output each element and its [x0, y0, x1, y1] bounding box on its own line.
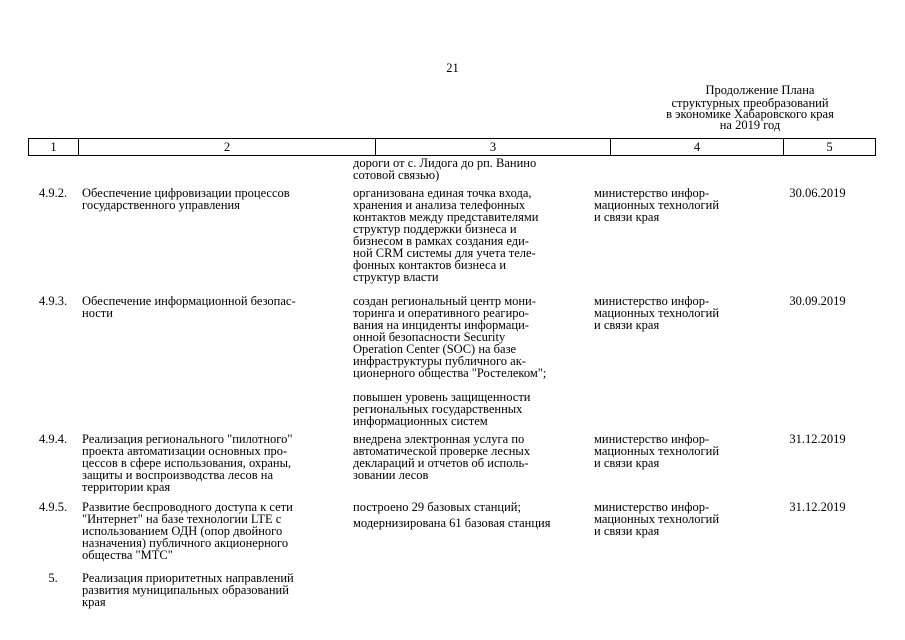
subtitle-line: в экономике Хабаровского края: [666, 107, 834, 121]
row-title: [82, 572, 347, 608]
text-line: назначения) публичного акционерного: [82, 536, 289, 550]
subtitle-line: на 2019 год: [719, 118, 781, 132]
text-line: края: [82, 595, 106, 609]
text-line: министерство инфор-: [594, 500, 710, 514]
text-line: построено 29 базовых станций;: [353, 500, 521, 514]
text-line: Развитие беспроводного доступа к сети: [82, 500, 293, 514]
text-line: фонных контактов бизнеса и: [353, 258, 507, 272]
row-responsible: [594, 187, 754, 223]
text-line: министерство инфор-: [594, 294, 710, 308]
row-title: [82, 501, 347, 561]
row-result: [353, 295, 589, 379]
row-result: [353, 433, 589, 481]
row-result: [353, 187, 589, 283]
row-title: [82, 433, 347, 493]
text-line: структур власти: [353, 270, 439, 284]
row-responsible: [594, 433, 754, 469]
text-line: защиты и воспроизводства лесов на: [82, 468, 273, 482]
header-col-4: 4: [611, 139, 784, 155]
text-line: ционерного общества "Ростелеком";: [353, 366, 547, 380]
continuation-title: Продолжение Плана: [705, 83, 815, 97]
row-result-second: [353, 517, 589, 529]
text-line: мационных технологий: [594, 444, 720, 458]
text-line: Реализация регионального "пилотного": [82, 432, 293, 446]
row-date: 30.09.2019: [789, 294, 846, 308]
text-line: мационных технологий: [594, 198, 720, 212]
text-line: дороги от с. Лидога до рп. Ванино: [353, 156, 537, 170]
row-responsible: [594, 295, 754, 331]
text-line: Operation Center (SOC) на базе: [353, 342, 517, 356]
page-number: 21: [446, 61, 459, 75]
text-line: инфраструктуры публичного ак-: [353, 354, 526, 368]
text-line: Обеспечение цифровизации процессов: [82, 186, 290, 200]
text-line: мационных технологий: [594, 512, 720, 526]
text-line: автоматической проверке лесных: [353, 444, 531, 458]
text-line: хранения и анализа телефонных: [353, 198, 526, 212]
text-line: онной безопасности Security: [353, 330, 506, 344]
text-line: министерство инфор-: [594, 432, 710, 446]
carryover-text: [353, 157, 589, 181]
text-line: ной CRM системы для учета теле-: [353, 246, 536, 260]
text-line: контактов между представителями: [353, 210, 539, 224]
text-line: развития муниципальных образований: [82, 583, 289, 597]
table-header-row: [28, 138, 876, 156]
text-line: зовании лесов: [353, 468, 429, 482]
row-number: 4.9.4.: [38, 432, 68, 446]
row-responsible: [594, 501, 754, 537]
text-line: и связи края: [594, 524, 660, 538]
text-line: региональных государственных: [353, 402, 523, 416]
text-line: мационных технологий: [594, 306, 720, 320]
text-line: ности: [82, 306, 113, 320]
text-line: модернизирована 61 базовая станция: [353, 516, 551, 530]
text-line: и связи края: [594, 456, 660, 470]
text-line: торинга и оперативного реагиро-: [353, 306, 529, 320]
row-title: [82, 295, 347, 319]
row-result: [353, 501, 589, 513]
text-line: создан региональный центр мони-: [353, 294, 536, 308]
text-line: информационных систем: [353, 414, 488, 428]
row-date: 31.12.2019: [789, 432, 846, 446]
row-number: 4.9.3.: [38, 294, 68, 308]
header-col-1: 1: [29, 139, 79, 155]
text-line: сотовой связью): [353, 168, 440, 182]
row-date: 30.06.2019: [789, 186, 846, 200]
text-line: общества "МТС": [82, 548, 173, 562]
header-col-5: 5: [826, 140, 833, 154]
row-title: [82, 187, 347, 211]
text-line: и связи края: [594, 318, 660, 332]
text-line: бизнесом в рамках создания еди-: [353, 234, 529, 248]
continuation-plan-subtitle: [640, 98, 860, 131]
header-col-2: 2: [79, 139, 376, 155]
row-number: 4.9.5.: [38, 500, 68, 514]
text-line: внедрена электронная услуга по: [353, 432, 525, 446]
row-result-second: [353, 391, 589, 427]
subtitle-line: структурных преобразований: [671, 96, 829, 110]
text-line: "Интернет" на базе технологии LTE с: [82, 512, 282, 526]
text-line: Обеспечение информационной безопас-: [82, 294, 296, 308]
text-line: повышен уровень защищенности: [353, 390, 531, 404]
text-line: территории края: [82, 480, 171, 494]
text-line: структур поддержки бизнеса и: [353, 222, 517, 236]
row-number: 4.9.2.: [38, 186, 68, 200]
text-line: деклараций и отчетов об исполь-: [353, 456, 529, 470]
text-line: проекта автоматизации основных про-: [82, 444, 288, 458]
text-line: Реализация приоритетных направлений: [82, 571, 294, 585]
text-line: министерство инфор-: [594, 186, 710, 200]
text-line: организована единая точка входа,: [353, 186, 532, 200]
text-line: государственного управления: [82, 198, 240, 212]
text-line: цессов в сфере использования, охраны,: [82, 456, 292, 470]
text-line: использованием ОДН (опор двойного: [82, 524, 283, 538]
header-col-3: 3: [376, 139, 611, 155]
text-line: вания на инциденты информаци-: [353, 318, 529, 332]
text-line: и связи края: [594, 210, 660, 224]
row-number: 5.: [48, 571, 58, 585]
row-date: 31.12.2019: [789, 500, 846, 514]
